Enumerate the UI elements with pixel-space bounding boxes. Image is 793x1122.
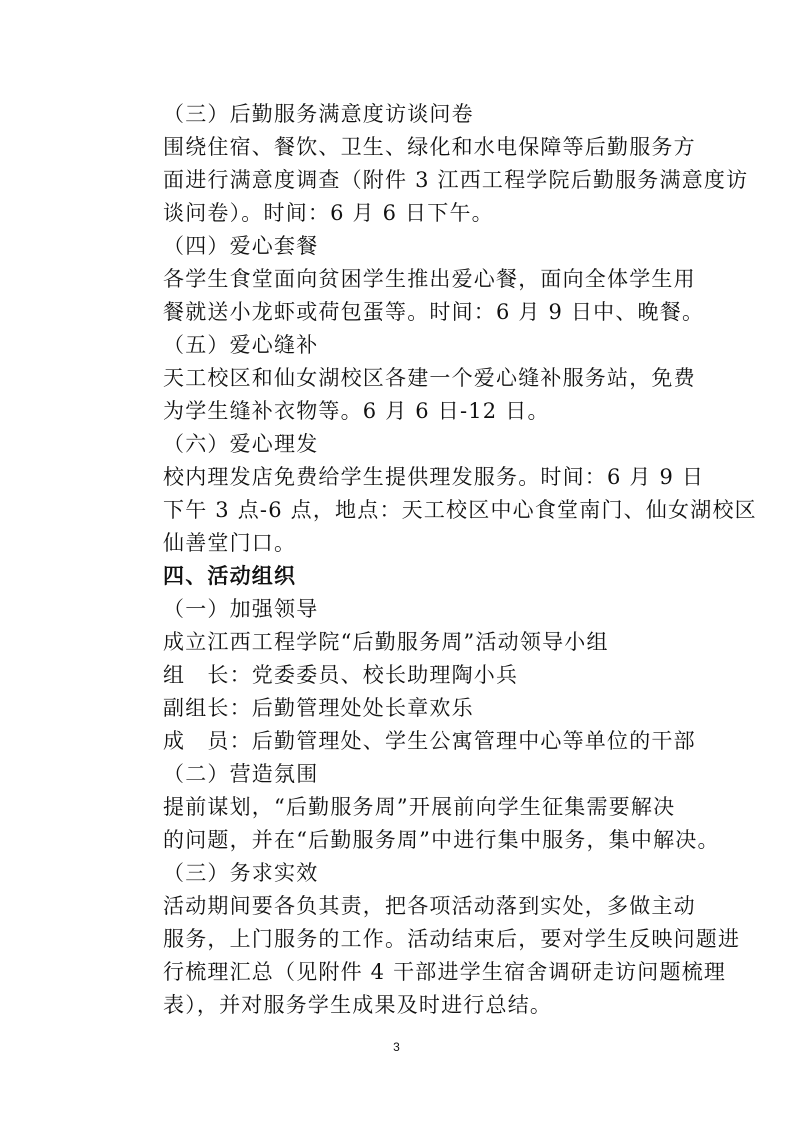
paragraph-line: 为学生缝补衣物等。6 月 6 日-12 日。 — [163, 399, 550, 423]
paragraph-line: 表），并对服务学生成果及时进行总结。 — [163, 993, 553, 1017]
subheading-effectiveness: （三）务求实效 — [163, 861, 319, 885]
paragraph-line: 谈问卷）。时间：6 月 6 日下午。 — [163, 201, 494, 225]
subheading-satisfaction-survey: （三）后勤服务满意度访谈问卷 — [163, 102, 474, 126]
paragraph-line: 面进行满意度调查（附件 3 江西工程学院后勤服务满意度访 — [163, 168, 749, 192]
paragraph-line: 校内理发店免费给学生提供理发服务。时间：6 月 9 日 — [163, 465, 705, 489]
paragraph-line: 天工校区和仙女湖校区各建一个爱心缝补服务站，免费 — [163, 366, 696, 390]
subheading-leadership: （一）加强领导 — [163, 597, 319, 621]
subheading-atmosphere: （二）营造氛围 — [163, 762, 319, 786]
paragraph-line: 各学生食堂面向贫困学生推出爱心餐，面向全体学生用 — [163, 267, 696, 291]
subheading-love-meal: （四）爱心套餐 — [163, 234, 319, 258]
paragraph-line: 成立江西工程学院“后勤服务周”活动领导小组 — [163, 630, 609, 654]
subheading-love-haircut: （六）爱心理发 — [163, 432, 319, 456]
paragraph-line: 下午 3 点-6 点，地点：天工校区中心食堂南门、仙女湖校区 — [163, 498, 757, 522]
section-heading-organization: 四、活动组织 — [163, 564, 297, 588]
paragraph-line: 围绕住宿、餐饮、卫生、绿化和水电保障等后勤服务方 — [163, 135, 696, 159]
paragraph-line: 副组长：后勤管理处处长章欢乐 — [163, 696, 474, 720]
paragraph-line: 成 员：后勤管理处、学生公寓管理中心等单位的干部 — [163, 729, 696, 753]
paragraph-line: 仙善堂门口。 — [163, 531, 297, 555]
paragraph-line: 行梳理汇总（见附件 4 干部进学生宿舍调研走访问题梳理 — [163, 960, 727, 984]
paragraph-line: 活动期间要各负其责，把各项活动落到实处，多做主动 — [163, 894, 696, 918]
paragraph-line: 提前谋划，“后勤服务周”开展前向学生征集需要解决 — [163, 795, 676, 819]
paragraph-line: 组 长：党委委员、校长助理陶小兵 — [163, 663, 519, 687]
paragraph-line: 餐就送小龙虾或荷包蛋等。时间：6 月 9 日中、晚餐。 — [163, 300, 705, 324]
subheading-love-mending: （五）爱心缝补 — [163, 333, 319, 357]
page-number: 3 — [393, 1040, 400, 1054]
paragraph-line: 服务，上门服务的工作。活动结束后，要对学生反映问题进 — [163, 927, 741, 951]
paragraph-line: 的问题，并在“后勤服务周”中进行集中服务，集中解决。 — [163, 828, 720, 852]
